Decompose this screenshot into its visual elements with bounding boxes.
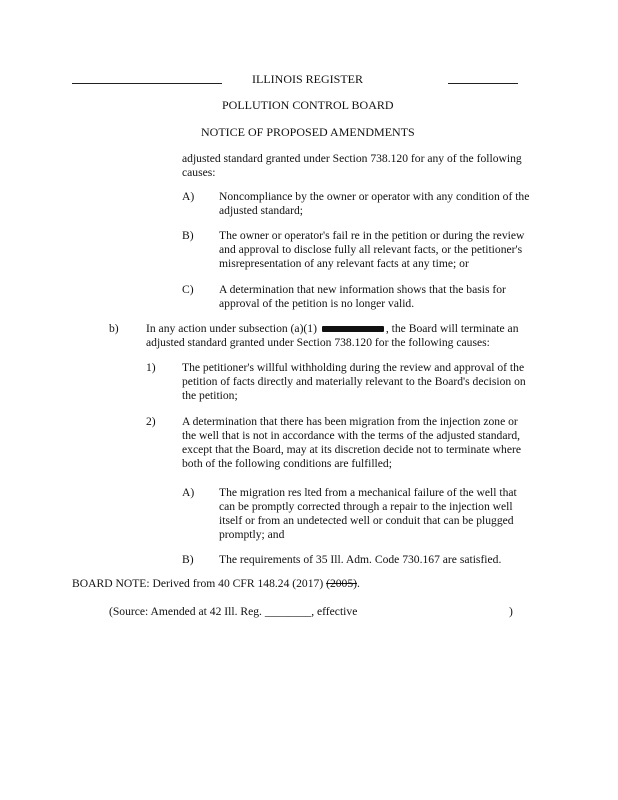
item-2-label: 2) [146,415,156,428]
item-c-line-1: A determination that new information shows that the basis for [219,283,506,296]
redaction-mark [322,326,384,332]
item-b-line-3: misrepresentation of any relevant facts at any time; or [219,257,469,270]
item-a-line-1: Noncompliance by the owner or operator with any condition of the [219,190,530,203]
source-line: (Source: Amended at 42 Ill. Reg. ________, effective [109,605,358,618]
sub-item-a-label: A) [182,486,195,499]
board-title: POLLUTION CONTROL BOARD [222,98,394,112]
section-b-line-1-start: In any action under subsection (a)(1) [146,322,320,335]
section-b-line-1 [146,322,519,336]
item-1-line-2: petition of facts directly and materially relevant to the Board's decision on [182,375,526,388]
sub-item-b-label: B) [182,553,194,566]
board-note-period: . [357,577,360,590]
sub-item-b-line-1: The requirements of 35 Ill. Adm. Code 730.167 are satisfied. [219,553,502,566]
sub-item-a-line-1: The migration res lted from a mechanical failure of the well that [219,486,517,499]
item-b-line-2: and approval to disclose fully all relevant facts, or the petitioner's [219,243,523,256]
item-a-line-2: adjusted standard; [219,204,304,217]
section-b-line-1-end: , the Board will terminate an [385,322,519,335]
intro-line-1: adjusted standard granted under Section 738.120 for any of the following [182,152,522,165]
item-2-line-3: except that the Board, may at its discretion decide not to terminate where [182,443,521,456]
header-rule-left [72,83,222,84]
section-b-label: b) [109,322,119,335]
item-c-line-2: approval of the petition is no longer valid. [219,297,415,310]
item-1-line-1: The petitioner's willful withholding during the review and approval of the [182,361,525,374]
board-note-text: BOARD NOTE: Derived from 40 CFR 148.24 (2017) [72,577,327,590]
item-2-line-1: A determination that there has been migration from the injection zone or [182,415,518,428]
source-close-paren: ) [509,605,513,618]
item-c-label: C) [182,283,194,296]
sub-item-a-line-2: can be promptly corrected through a repair to the injection well [219,500,513,513]
sub-item-a-line-4: promptly; and [219,528,285,541]
board-note [72,577,360,591]
notice-title: NOTICE OF PROPOSED AMENDMENTS [201,125,415,139]
sub-item-a-line-3: itself or from an undetected well or conduit that can be plugged [219,514,514,527]
item-1-line-3: the petition; [182,389,238,402]
item-2-line-4: both of the following conditions are fulfilled; [182,457,392,470]
item-2-line-2: the well that is not in accordance with the terms of the adjusted standard, [182,429,521,442]
item-b-line-1: The owner or operator's fail re in the petition or during the review [219,229,525,242]
header-rule-right [448,83,518,84]
board-note-struck-year: (2005) [326,577,357,590]
register-title: ILLINOIS REGISTER [252,72,363,86]
item-1-label: 1) [146,361,156,374]
item-b-label: B) [182,229,194,242]
section-b-line-2: adjusted standard granted under Section 738.120 for the following causes: [146,336,490,349]
intro-line-2: causes: [182,166,216,179]
item-a-label: A) [182,190,195,203]
